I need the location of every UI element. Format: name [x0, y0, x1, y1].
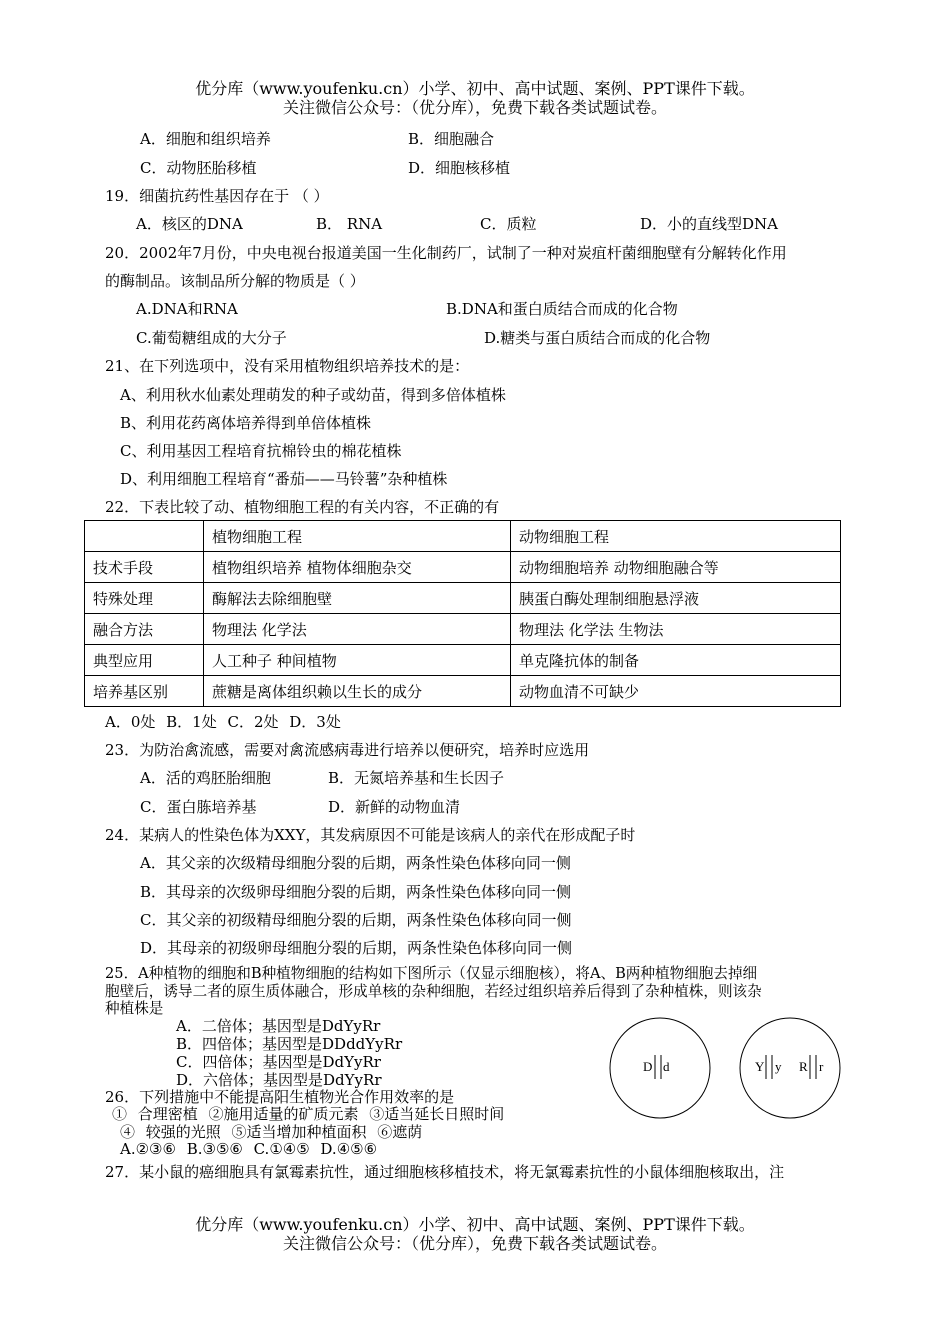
q24-option-a: A．其父亲的次级精母细胞分裂的后期，两条性染色体移向同一侧 — [140, 854, 571, 872]
table-cell: 动物细胞培养 动物细胞融合等 — [511, 552, 841, 583]
cell-nucleus-diagram — [600, 1015, 850, 1125]
table-cell: 单克隆抗体的制备 — [511, 645, 841, 676]
table-row — [85, 552, 841, 583]
q25-stem-2: 胞壁后，诱导二者的原生质体融合，形成单核的杂种细胞，若经过组织培养后得到了杂种植株，则该杂 — [105, 983, 762, 1000]
q23-option-d: D．新鲜的动物血清 — [328, 798, 461, 816]
q21-option-d: D、利用细胞工程培育“番茄——马铃薯”杂种植株 — [120, 470, 448, 488]
q26-choices-line-1: ① 合理密植 ②施用适量的矿质元素 ③适当延长日照时间 — [112, 1105, 505, 1123]
table-header-cell: 动物细胞工程 — [511, 521, 841, 552]
q26-choices-line-2: ④ 较强的光照 ⑤适当增加种植面积 ⑥遮荫 — [120, 1123, 423, 1141]
q20-option-a: A.DNA和RNA — [136, 300, 238, 318]
q22-stem: 22．下表比较了动、植物细胞工程的有关内容，不正确的有 — [105, 498, 500, 516]
q19-option-b: B． RNA — [316, 215, 383, 233]
q20-option-b: B.DNA和蛋白质结合而成的化合物 — [446, 300, 678, 318]
q22-options: A．0处 B．1处 C．2处 D．3处 — [105, 713, 341, 731]
comparison-table — [84, 520, 841, 707]
table-header-row — [85, 521, 841, 552]
q23-option-b: B．无氮培养基和生长因子 — [328, 769, 505, 787]
q26-stem: 26．下列措施中不能提高阳生植物光合作用效率的是 — [105, 1088, 455, 1106]
table-header-cell: 植物细胞工程 — [204, 521, 511, 552]
footer-line-1: 优分库（www.youfenku.cn）小学、初中、高中试题、案例、PPT课件下载。 — [195, 1215, 755, 1234]
table-cell: 动物血清不可缺少 — [511, 676, 841, 707]
table-row — [85, 583, 841, 614]
q24-option-c: C．其父亲的初级精母细胞分裂的后期，两条性染色体移向同一侧 — [140, 911, 572, 929]
q26-options: A.②③⑥ B.③⑤⑥ C.①④⑤ D.④⑤⑥ — [120, 1140, 378, 1158]
q25-stem-1: 25．A种植物的细胞和B种植物细胞的结构如下图所示（仅显示细胞核），将A、B两种植物细胞去掉细 — [105, 965, 758, 982]
cell-a-circle — [610, 1018, 710, 1118]
table-cell: 融合方法 — [85, 614, 204, 645]
q25-option-b: B．四倍体；基因型是DDddYyRr — [176, 1035, 403, 1053]
q25-stem-3: 种植株是 — [105, 1000, 164, 1017]
table-cell: 物理法 化学法 生物法 — [511, 614, 841, 645]
gene-label: D — [643, 1059, 653, 1074]
q19-option-d: D．小的直线型DNA — [640, 215, 779, 233]
gene-label: R — [799, 1059, 808, 1074]
gene-label: Y — [755, 1059, 765, 1074]
q25-option-c: C．四倍体；基因型是DdYyRr — [176, 1053, 381, 1071]
q25-option-d: D．六倍体；基因型是DdYyRr — [176, 1071, 382, 1089]
q23-stem: 23．为防治禽流感，需要对禽流感病毒进行培养以便研究，培养时应选用 — [105, 741, 590, 759]
table-cell: 蔗糖是离体组织赖以生长的成分 — [204, 676, 511, 707]
q20-option-c: C.葡萄糖组成的大分子 — [136, 329, 287, 347]
q18-option-b: B．细胞融合 — [408, 130, 495, 148]
table-row — [85, 614, 841, 645]
gene-label: y — [775, 1059, 782, 1074]
q20-option-d: D.糖类与蛋白质结合而成的化合物 — [484, 329, 711, 347]
header-line-1: 优分库（www.youfenku.cn）小学、初中、高中试题、案例、PPT课件下载。 — [195, 79, 755, 98]
q21-stem: 21、在下列选项中，没有采用植物组织培养技术的是： — [105, 357, 470, 375]
q24-option-b: B．其母亲的次级卵母细胞分裂的后期，两条性染色体移向同一侧 — [140, 883, 572, 901]
q21-option-a: A、利用秋水仙素处理萌发的种子或幼苗，得到多倍体植株 — [120, 386, 506, 404]
table-header-cell — [85, 521, 204, 552]
table-cell: 典型应用 — [85, 645, 204, 676]
q23-option-a: A．活的鸡胚胎细胞 — [140, 769, 271, 787]
q18-option-c: C．动物胚胎移植 — [140, 159, 257, 177]
table-cell: 人工种子 种间植物 — [204, 645, 511, 676]
table-row — [85, 676, 841, 707]
q25-option-a: A．二倍体；基因型是DdYyRr — [176, 1017, 381, 1035]
q20-stem-2: 的酶制品。该制品所分解的物质是（ ） — [105, 272, 365, 290]
q21-option-b: B、利用花药离体培养得到单倍体植株 — [120, 414, 372, 432]
q23-option-c: C．蛋白胨培养基 — [140, 798, 257, 816]
q19-option-c: C．质粒 — [480, 215, 537, 233]
table-cell: 培养基区别 — [85, 676, 204, 707]
table-cell: 酶解法去除细胞壁 — [204, 583, 511, 614]
gene-label: d — [663, 1059, 670, 1074]
table-cell: 植物组织培养 植物体细胞杂交 — [204, 552, 511, 583]
table-cell: 胰蛋白酶处理制细胞悬浮液 — [511, 583, 841, 614]
q18-option-a: A．细胞和组织培养 — [140, 130, 271, 148]
q18-option-d: D．细胞核移植 — [408, 159, 511, 177]
q24-option-d: D．其母亲的初级卵母细胞分裂的后期，两条性染色体移向同一侧 — [140, 939, 573, 957]
q21-option-c: C、利用基因工程培育抗棉铃虫的棉花植株 — [120, 442, 402, 460]
header-line-2: 关注微信公众号：（优分库），免费下载各类试题试卷。 — [282, 98, 667, 117]
q27-stem: 27．某小鼠的癌细胞具有氯霉素抗性，通过细胞核移植技术，将无氯霉素抗性的小鼠体细胞核取出，注 — [105, 1163, 785, 1181]
footer-line-2: 关注微信公众号：（优分库），免费下载各类试题试卷。 — [282, 1234, 667, 1253]
q19-stem: 19．细菌抗药性基因存在于 （ ） — [105, 187, 329, 205]
table-row — [85, 645, 841, 676]
gene-label: r — [819, 1059, 824, 1074]
table-cell: 特殊处理 — [85, 583, 204, 614]
table-cell: 技术手段 — [85, 552, 204, 583]
table-cell: 物理法 化学法 — [204, 614, 511, 645]
q20-stem-1: 20．2002年7月份，中央电视台报道美国一生化制药厂，试制了一种对炭疽杆菌细胞壁有分解转化作用 — [105, 244, 787, 262]
q24-stem: 24．某病人的性染色体为XXY，其发病原因不可能是该病人的亲代在形成配子时 — [105, 826, 636, 844]
q19-option-a: A．核区的DNA — [136, 215, 243, 233]
